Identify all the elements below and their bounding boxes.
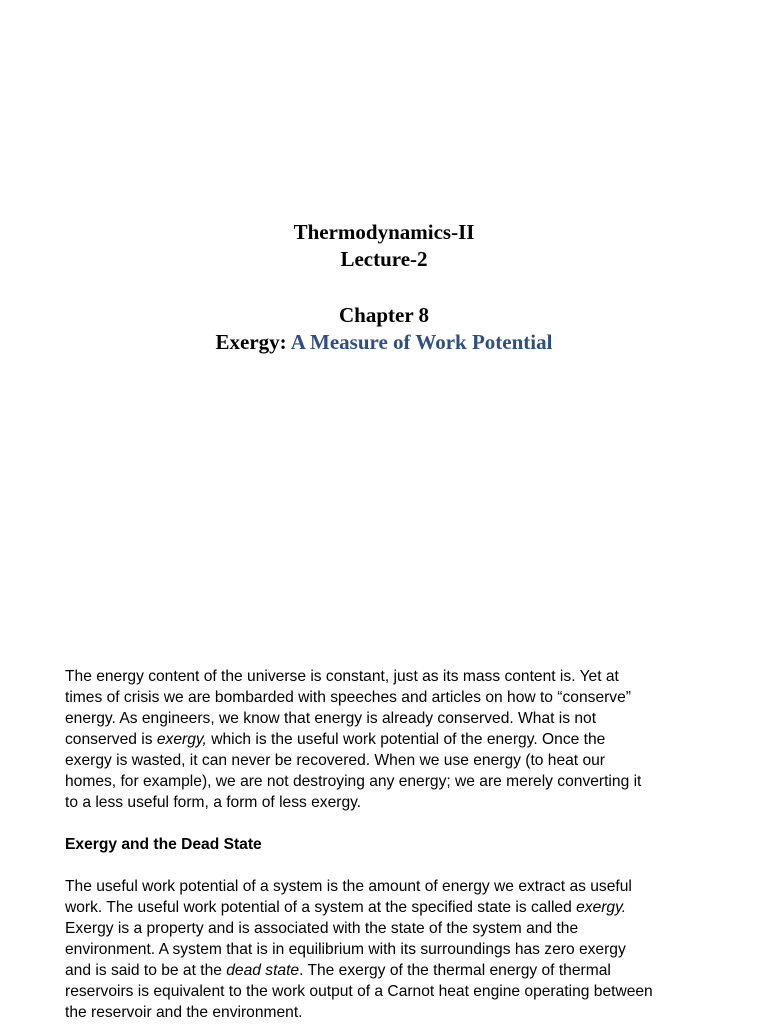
text-run: work. The useful work potential of a system at the specified state is called [65,899,577,916]
paragraph-line: energy. As engineers, we know that energy is already conserved. What is not [65,710,597,727]
emphasis-dead-state: dead state [226,962,300,979]
paragraph-line: The useful work potential of a system is the amount of energy we extract as useful [65,878,632,895]
chapter-number: Chapter 8 [338,303,430,327]
topic-main: A Measure of Work Potential [290,330,553,354]
paragraph-line [65,960,730,981]
text-run: which is the useful work potential of the energy. Once the [206,731,606,748]
intro-paragraph [65,666,730,813]
paragraph-line: The energy content of the universe is constant, just as its mass content is. Yet at [65,668,619,685]
paragraph-line: Exergy is a property and is associated with the state of the system and the [65,920,579,937]
dead-state-paragraph [65,876,730,1023]
course-title: Thermodynamics-II [293,220,475,244]
section-heading: Exergy and the Dead State [65,836,262,853]
text-run: and is said to be at the [65,962,227,979]
emphasis-exergy: exergy, [156,731,207,748]
paragraph-line: to a less useful form, a form of less exergy. [65,794,362,811]
topic-prefix: Exergy: [215,330,287,354]
paragraph-line: the reservoir and the environment. [65,1004,303,1021]
lecture-number: Lecture-2 [340,247,428,271]
chapter-title-block [0,302,768,356]
paragraph-line [65,729,730,750]
text-run: . The exergy of the thermal energy of thermal [299,962,611,979]
paragraph-line [65,897,730,918]
paragraph-line: homes, for example), we are not destroying any energy; we are merely converting it [65,773,642,790]
course-title-block [0,219,768,273]
paragraph-line: exergy is wasted, it can never be recovered. When we use energy (to heat our [65,752,606,769]
paragraph-line: environment. A system that is in equilibrium with its surroundings has zero exergy [65,941,626,958]
text-run: conserved is [65,731,157,748]
paragraph-line: reservoirs is equivalent to the work output of a Carnot heat engine operating between [65,983,653,1000]
paragraph-line: times of crisis we are bombarded with speeches and articles on how to “conserve” [65,689,631,706]
chapter-topic [0,329,768,356]
emphasis-exergy: exergy. [576,899,627,916]
